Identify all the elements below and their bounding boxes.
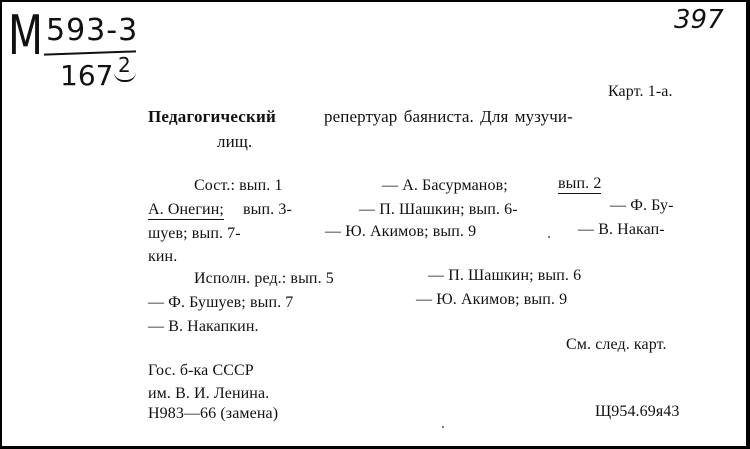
title-rest-line1: репертуар баяниста. Для музучи- <box>324 107 573 126</box>
editors-line2-b: — Ю. Акимов; вып. 9 <box>416 291 568 308</box>
library-line2: им. В. И. Ленина. <box>148 385 270 402</box>
editors-line3: — В. Накапкин. <box>148 318 259 335</box>
editors-line1-a: Исполн. ред.: вып. 5 <box>194 270 334 287</box>
compilers-line2-b: вып. 3- <box>243 201 292 218</box>
card-border-right <box>746 0 750 449</box>
card-border-top <box>0 0 750 2</box>
editors-line1-b: — П. Шашкин; вып. 6 <box>428 267 582 284</box>
shelf-mark-superscript: 2 <box>118 53 131 77</box>
corner-number: 397 <box>674 5 724 35</box>
compilers-line2-d: — Ф. Бу- <box>610 197 674 214</box>
compilers-line3-c: — В. Накап- <box>578 221 665 238</box>
see-next-card: См. след. карт. <box>566 336 667 353</box>
title-line2: лищ. <box>217 132 253 151</box>
library-line1: Гос. б-ка СССР <box>148 362 254 379</box>
compilers-line1-c: вып. 2 <box>558 175 602 192</box>
compilers-line1-a: Сост.: вып. 1 <box>194 177 283 194</box>
compilers-line2-c: — П. Шашкин; вып. 6- <box>359 201 518 218</box>
compilers-line3-a: шуев; вып. 7- <box>148 225 241 242</box>
card-label: Карт. 1-а. <box>608 83 673 100</box>
compilers-line1-b: — А. Басурманов; <box>382 177 508 194</box>
scan-speck <box>548 236 550 238</box>
compilers-line4: кин. <box>148 248 178 265</box>
shelf-mark-top: 593-3 <box>46 13 139 48</box>
card-border-left <box>0 0 2 449</box>
card-number: Н983—66 (замена) <box>148 405 279 422</box>
shelf-mark-flourish <box>114 70 136 82</box>
classification-code: Щ954.69я43 <box>595 403 680 420</box>
scan-speck <box>442 426 444 428</box>
shelf-mark-letter: М <box>8 4 43 67</box>
editors-line2-a: — Ф. Бушуев; вып. 7 <box>148 294 294 311</box>
title-bold: Педагогический <box>148 107 277 126</box>
compilers-line3-b: — Ю. Акимов; вып. 9 <box>325 223 477 240</box>
shelf-mark-bottom: 167 <box>60 59 114 92</box>
compilers-line2-a: А. Онегин; <box>148 201 224 218</box>
